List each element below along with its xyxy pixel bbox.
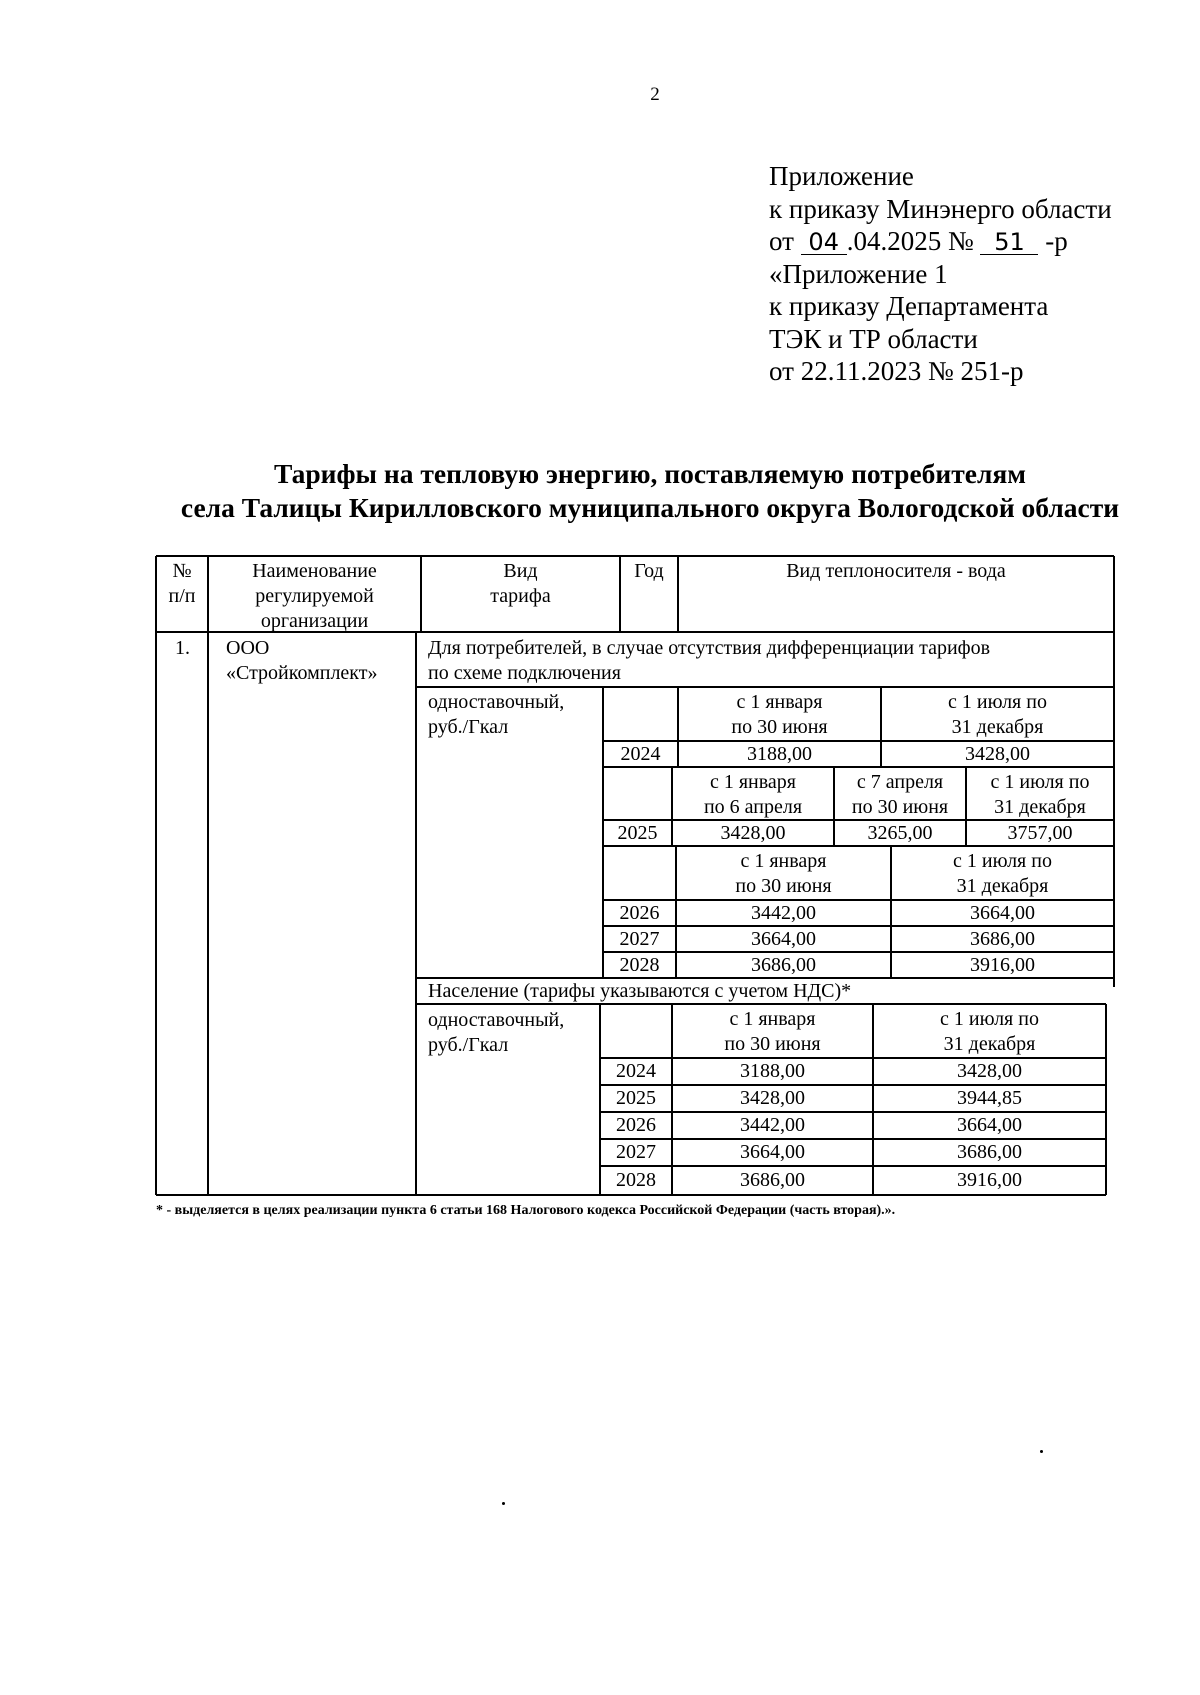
period-header bbox=[891, 849, 1114, 899]
period-header bbox=[966, 770, 1114, 820]
period-line: по 30 июня bbox=[731, 716, 828, 738]
section2-label: Население (тарифы указываются с учетом НДС)* bbox=[428, 980, 852, 1002]
tariff-type-line: руб./Гкал bbox=[428, 716, 509, 738]
period-header bbox=[676, 849, 891, 899]
tariff-type-line: руб./Гкал bbox=[428, 1034, 509, 1056]
organization-line: ООО bbox=[226, 637, 270, 659]
period-line: с 1 января bbox=[740, 850, 827, 872]
period-line: 31 декабря bbox=[951, 716, 1044, 738]
header-org-line: организации bbox=[260, 610, 369, 632]
period-line: с 1 июля по bbox=[940, 1008, 1039, 1030]
period-line: 31 декабря bbox=[943, 1033, 1036, 1055]
header-tariff-type bbox=[421, 559, 620, 609]
appendix-line: к приказу Минэнерго области bbox=[769, 193, 1112, 224]
tariff-value: 3442,00 bbox=[740, 1114, 805, 1136]
appendix-date-suffix: -р bbox=[1038, 226, 1068, 256]
section1-label bbox=[428, 636, 990, 686]
section2-tariff-type bbox=[428, 1008, 564, 1058]
tariff-value: 3188,00 bbox=[747, 743, 812, 765]
tariff-value: 3757,00 bbox=[1007, 822, 1073, 844]
year-cell: 2024 bbox=[620, 743, 661, 765]
tariff-value: 3664,00 bbox=[957, 1114, 1022, 1136]
section1-label-line: Для потребителей, в случае отсутствия дифференциации тарифов bbox=[428, 637, 991, 659]
section1-tariff-type bbox=[428, 690, 564, 740]
appendix-line: от 22.11.2023 № 251-р bbox=[769, 356, 1024, 386]
period-line: с 1 января bbox=[736, 691, 823, 713]
header-org-line: регулируемой bbox=[255, 585, 374, 607]
tariff-value: 3428,00 bbox=[957, 1060, 1022, 1082]
period-line: по 6 апреля bbox=[703, 796, 803, 818]
appendix-date-prefix: от bbox=[769, 226, 801, 256]
year-cell: 2025 bbox=[617, 822, 658, 844]
tariff-value: 3442,00 bbox=[751, 902, 816, 924]
organization-name bbox=[226, 636, 378, 686]
handwritten-number: 51 bbox=[980, 230, 1038, 255]
tariff-type-line: одноставочный, bbox=[428, 1009, 565, 1031]
period-line: 31 декабря bbox=[956, 875, 1049, 897]
tariff-value: 3686,00 bbox=[740, 1169, 805, 1191]
header-org-line: Наименование bbox=[252, 560, 377, 582]
period-header bbox=[672, 1007, 873, 1057]
appendix-line: к приказу Департамента bbox=[769, 291, 1049, 321]
period-line: по 30 июня bbox=[724, 1033, 821, 1055]
appendix-date-mid: .04.2025 № bbox=[846, 226, 981, 256]
scan-speck bbox=[502, 1502, 505, 1505]
period-line: с 1 июля по bbox=[990, 771, 1090, 793]
tariff-value: 3916,00 bbox=[957, 1169, 1022, 1191]
year-cell: 2024 bbox=[616, 1060, 656, 1082]
scan-speck bbox=[1040, 1450, 1043, 1453]
appendix-line: Приложение bbox=[769, 161, 914, 191]
tariff-value: 3265,00 bbox=[867, 822, 933, 844]
header-num-line: № bbox=[172, 560, 192, 582]
period-header bbox=[834, 770, 966, 820]
header-heat-carrier: Вид теплоносителя - вода bbox=[786, 560, 1006, 582]
period-header bbox=[881, 690, 1114, 740]
organization-line: «Стройкомплект» bbox=[226, 662, 378, 684]
year-cell: 2028 bbox=[616, 1169, 656, 1191]
header-num-line: п/п bbox=[168, 585, 196, 607]
year-cell: 2027 bbox=[619, 928, 660, 950]
period-header bbox=[873, 1007, 1106, 1057]
handwritten-day: 04 bbox=[801, 230, 847, 255]
row-number: 1. bbox=[175, 637, 190, 659]
tariff-value: 3944,85 bbox=[957, 1087, 1022, 1109]
tariff-value: 3686,00 bbox=[751, 954, 816, 976]
year-cell: 2028 bbox=[619, 954, 660, 976]
year-cell: 2026 bbox=[619, 902, 660, 924]
header-num bbox=[156, 559, 208, 609]
tariff-value: 3664,00 bbox=[740, 1141, 805, 1163]
appendix-line: ТЭК и ТР области bbox=[769, 323, 978, 354]
header-year: Год bbox=[634, 560, 664, 582]
title-line: Тарифы на тепловую энергию, поставляемую потребителям bbox=[273, 458, 1026, 489]
tariff-value: 3664,00 bbox=[751, 928, 816, 950]
header-type-line: тарифа bbox=[490, 585, 551, 607]
tariff-value: 3428,00 bbox=[720, 822, 786, 844]
period-line: по 30 июня bbox=[851, 796, 949, 818]
year-cell: 2025 bbox=[616, 1087, 656, 1109]
tariff-value: 3916,00 bbox=[970, 954, 1035, 976]
period-line: с 1 июля по bbox=[948, 691, 1047, 713]
tariff-type-line: одноставочный, bbox=[428, 691, 565, 713]
section1-label-line: по схеме подключения bbox=[428, 662, 621, 684]
footnote: * - выделяется в целях реализации пункта 6 статьи 168 Налогового кодекса Российской Федерации (часть вторая).». bbox=[156, 1203, 896, 1218]
period-line: с 1 июля по bbox=[953, 850, 1052, 872]
page-number: 2 bbox=[650, 84, 660, 105]
header-organization bbox=[208, 559, 421, 634]
period-line: 31 декабря bbox=[994, 796, 1086, 818]
tariff-value: 3686,00 bbox=[970, 928, 1035, 950]
period-line: с 7 апреля bbox=[856, 771, 944, 793]
tariff-value: 3188,00 bbox=[740, 1060, 805, 1082]
tariff-value: 3428,00 bbox=[740, 1087, 805, 1109]
period-header bbox=[672, 770, 834, 820]
year-cell: 2027 bbox=[616, 1141, 656, 1163]
tariff-value: 3664,00 bbox=[970, 902, 1035, 924]
appendix-line: «Приложение 1 bbox=[769, 258, 948, 289]
year-cell: 2026 bbox=[616, 1114, 656, 1136]
tariff-value: 3686,00 bbox=[957, 1141, 1022, 1163]
period-line: с 1 января bbox=[709, 771, 797, 793]
header-type-line: Вид bbox=[503, 560, 538, 582]
tariff-value: 3428,00 bbox=[965, 743, 1030, 765]
period-line: по 30 июня bbox=[735, 875, 832, 897]
period-header bbox=[678, 690, 881, 740]
period-line: с 1 января bbox=[729, 1008, 816, 1030]
title-line: села Талицы Кирилловского муниципального округа Вологодской области bbox=[180, 492, 1120, 523]
